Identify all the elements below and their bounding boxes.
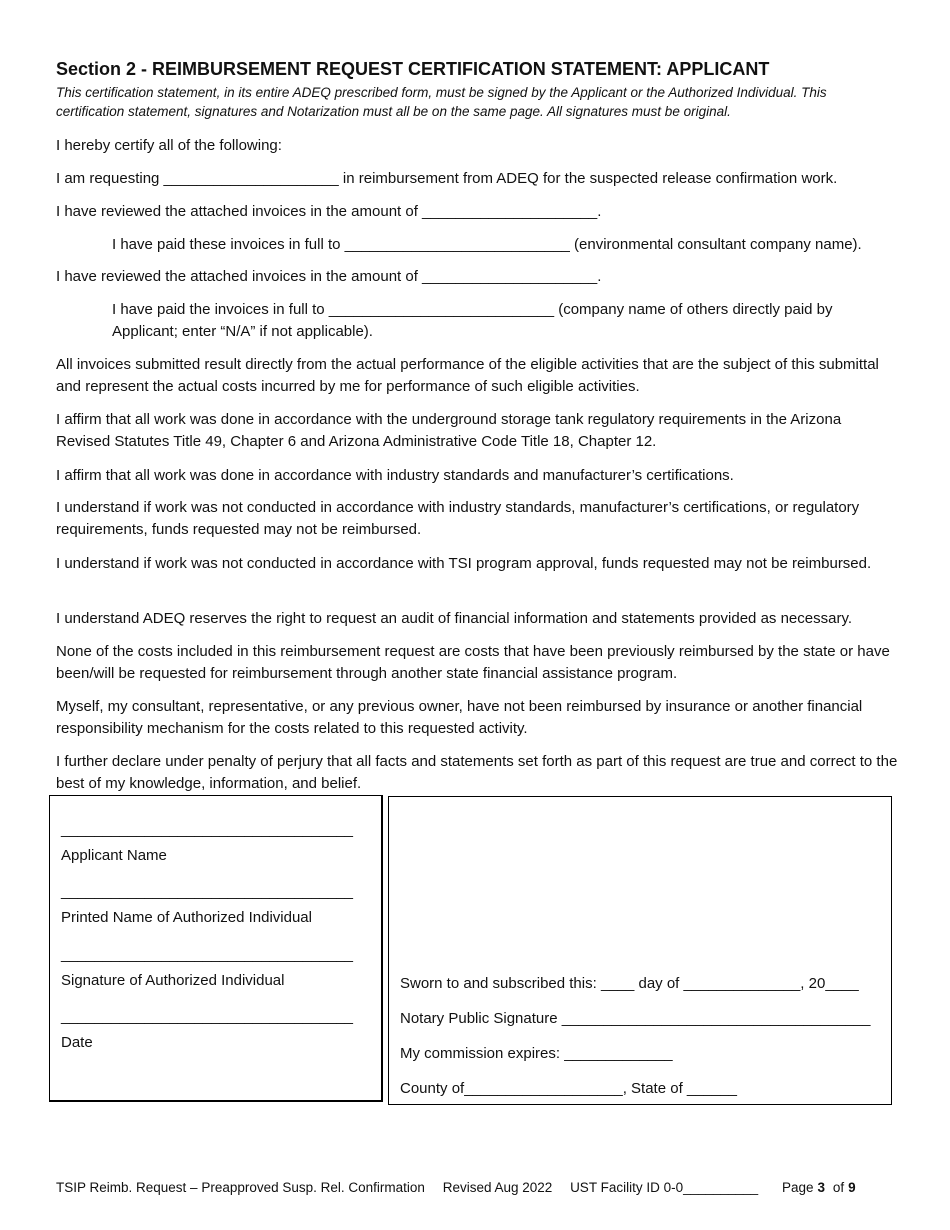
invoices-statement: All invoices submitted result directly from the actual performance of the eligible activities that are the subject of this submittal and represent the actual costs incurred by me for performance of such eligible activities.: [56, 356, 879, 395]
date-label: Date: [61, 1034, 93, 1051]
document-page: [56, 56, 898, 121]
none-of-costs: None of the costs included in this reimbursement request are costs that have been previously reimbursed by the state or have been/will be requested for reimbursement through another state financial assistance program.: [56, 643, 890, 682]
notary-box: [388, 796, 892, 1105]
understand-standards: I understand if work was not conducted in accordance with industry standards, manufacturer’s certifications, or regulatory requirements, funds requested may not be reimbursed.: [56, 499, 860, 538]
notary-signature-line[interactable]: Notary Public Signature _____________________________________: [400, 1010, 871, 1027]
footer-facility-id: UST Facility ID 0-0__________: [570, 1180, 759, 1195]
affirm-regulatory: I affirm that all work was done in accordance with the underground storage tank regulatory requirements in the Arizona Revised Statutes Title 49, Chapter 6 and Arizona Administrative Code Title 18, Chapter 12.: [56, 411, 842, 450]
printed-name-line[interactable]: ___________________________________: [61, 883, 353, 900]
page-total: 9: [848, 1180, 856, 1195]
date-line[interactable]: ___________________________________: [61, 1008, 353, 1025]
applicant-name-label: Applicant Name: [61, 847, 167, 864]
page-current: 3: [817, 1180, 826, 1195]
perjury-declaration: I further declare under penalty of perjury that all facts and statements set forth as part of this request are true and correct to the best of my knowledge, information, and belief.: [56, 753, 898, 792]
requesting-text: I am requesting _____________________ in reimbursement from ADEQ for the suspected release confirmation work.: [56, 170, 838, 187]
reviewed-invoices-2: I have reviewed the attached invoices in the amount of _____________________.: [56, 268, 602, 285]
signature-box: [49, 795, 383, 1102]
footer-form-name: TSIP Reimb. Request – Preapproved Susp. Rel. Confirmation: [56, 1180, 425, 1195]
printed-name-label: Printed Name of Authorized Individual: [61, 909, 312, 926]
affirm-standards: I affirm that all work was done in accordance with industry standards and manufacturer’s certifications.: [56, 467, 734, 484]
understand-tsi: I understand if work was not conducted in accordance with TSI program approval, funds requested may not be reimbursed.: [56, 555, 872, 572]
intro-text: This certification statement, in its entire ADEQ prescribed form, must be signed by the Applicant or the Authorized Individual. This certification statement, signatures and Notarization must all be on the same page. All signatures must be original.: [56, 85, 827, 119]
understand-audit: I understand ADEQ reserves the right to request an audit of financial information and statements provided as necessary.: [56, 610, 852, 627]
certify-text: I hereby certify all of the following:: [56, 137, 282, 154]
footer-revised: Revised Aug 2022: [442, 1180, 553, 1195]
reviewed-invoices-1: I have reviewed the attached invoices in the amount of _____________________.: [56, 203, 602, 220]
applicant-name-line[interactable]: ___________________________________: [61, 821, 353, 838]
insurance-statement: Myself, my consultant, representative, or any previous owner, have not been reimbursed by insurance or another financial responsibility mechanism for the costs related to this requested activity.: [56, 698, 863, 737]
sworn-line[interactable]: Sworn to and subscribed this: ____ day of ______________, 20____: [400, 975, 859, 992]
paid-invoices-2: I have paid the invoices in full to ___________________________ (company name of others directly paid by Applicant; enter “N/A” if not applicable).: [112, 301, 833, 340]
page-footer: [56, 1180, 856, 1195]
page-label: Page: [782, 1180, 814, 1195]
signature-line[interactable]: ___________________________________: [61, 946, 353, 963]
county-state-line[interactable]: County of___________________, State of ______: [400, 1080, 737, 1097]
paid-invoices-1: I have paid these invoices in full to ___________________________ (environmental consultant company name).: [112, 236, 862, 253]
commission-expires-line[interactable]: My commission expires: _____________: [400, 1045, 673, 1062]
section-heading: Section 2 - REIMBURSEMENT REQUEST CERTIFICATION STATEMENT: APPLICANT: [56, 59, 770, 79]
signature-label: Signature of Authorized Individual: [61, 972, 285, 989]
page-number: [782, 1180, 856, 1195]
page-of-label: of: [832, 1180, 845, 1195]
